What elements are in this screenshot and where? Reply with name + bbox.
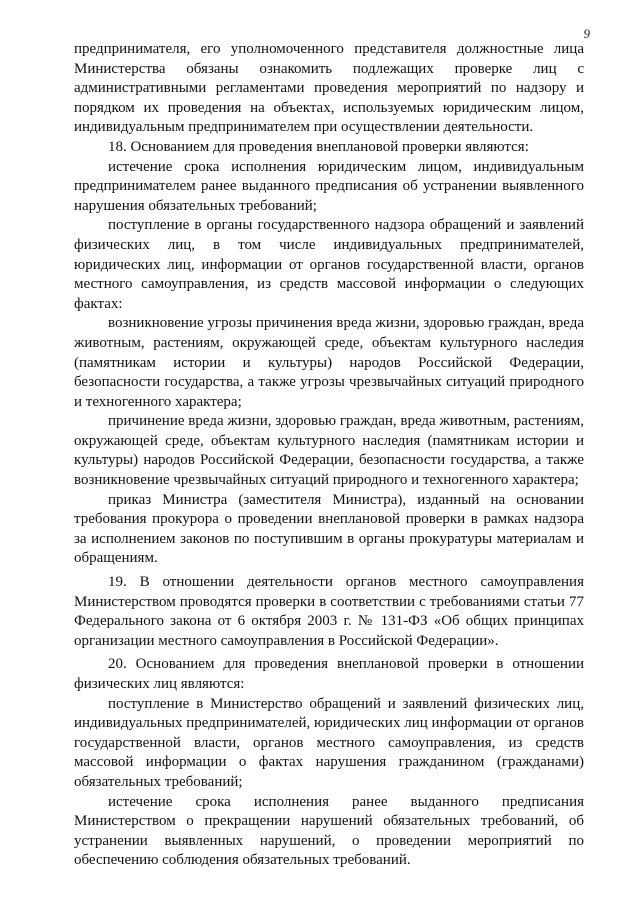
paragraph-clause-20: 20. Основанием для проведения внеплановой проверки в отношении физических лиц являются:: [74, 656, 584, 692]
document-body: [74, 40, 584, 871]
paragraph-clause-20-item-2: истечение срока исполнения ранее выданного предписания Министерством о прекращении нарушений обязательных требований, об устранении выявленных нарушений, о проведении мероприятий по обеспечению соблюдения обязательных требований.: [74, 793, 584, 869]
paragraph-continuation: предпринимателя, его уполномоченного представителя должностные лица Министерства обязаны ознакомить подлежащих проверке лиц с административными регламентами проведения мероприятий по надзору и порядком их проведения на объектах, используемых юридическим лицом, индивидуальным предпринимателем при осуществлении деятельности.: [74, 41, 584, 136]
paragraph-clause-18-item-1: истечение срока исполнения юридическим лицом, индивидуальным предпринимателем ранее выданного предписания об устранении выявленного нарушения обязательных требований;: [74, 158, 584, 214]
page-number: 9: [583, 26, 590, 41]
paragraph-clause-18-item-2: поступление в органы государственного надзора обращений и заявлений физических лиц, в том числе индивидуальных предпринимателей, юридических лиц, информации от органов государственной власти, органов местного самоуправления, из средств массовой информации о следующих фактах:: [74, 217, 584, 312]
paragraph-clause-18-subitem-1: возникновение угрозы причинения вреда жизни, здоровью граждан, вреда животным, растениям, окружающей среде, объектам культурного наследия (памятникам истории и культуры) народов Российской Федерации, безопасности государства, а также угрозы чрезвычайных ситуаций природного и техногенного характера;: [74, 315, 584, 410]
paragraph-clause-20-item-1: поступление в Министерство обращений и заявлений физических лиц, индивидуальных предпринимателей, юридических лиц информации от органов государственной власти, органов местного самоуправления, из средств массовой информации о фактах нарушения гражданином (гражданами) обязательных требований;: [74, 695, 584, 790]
paragraph-clause-18-item-3: приказ Министра (заместителя Министра), изданный на основании требования прокурора о проведении внеплановой проверки в рамках надзора за исполнением законов по поступившим в органы прокуратуры материалам и обращениям.: [74, 491, 584, 567]
paragraph-clause-19: 19. В отношении деятельности органов местного самоуправления Министерством проводятся проверки в соответствии с требованиями статьи 77 Федерального закона от 6 октября 2003 г. № 131-ФЗ «Об общих принципах организации местного самоуправления в Российской Федерации».: [74, 574, 584, 649]
paragraph-clause-18-subitem-2: причинение вреда жизни, здоровью граждан, вреда животным, растениям, окружающей среде, объектам культурного наследия (памятникам истории и культуры) народов Российской Федерации, безопасности государства, а также возникновение чрезвычайных ситуаций природного и техногенного характера;: [74, 413, 585, 489]
paragraph-clause-18: 18. Основанием для проведения внеплановой проверки являются:: [108, 138, 529, 155]
